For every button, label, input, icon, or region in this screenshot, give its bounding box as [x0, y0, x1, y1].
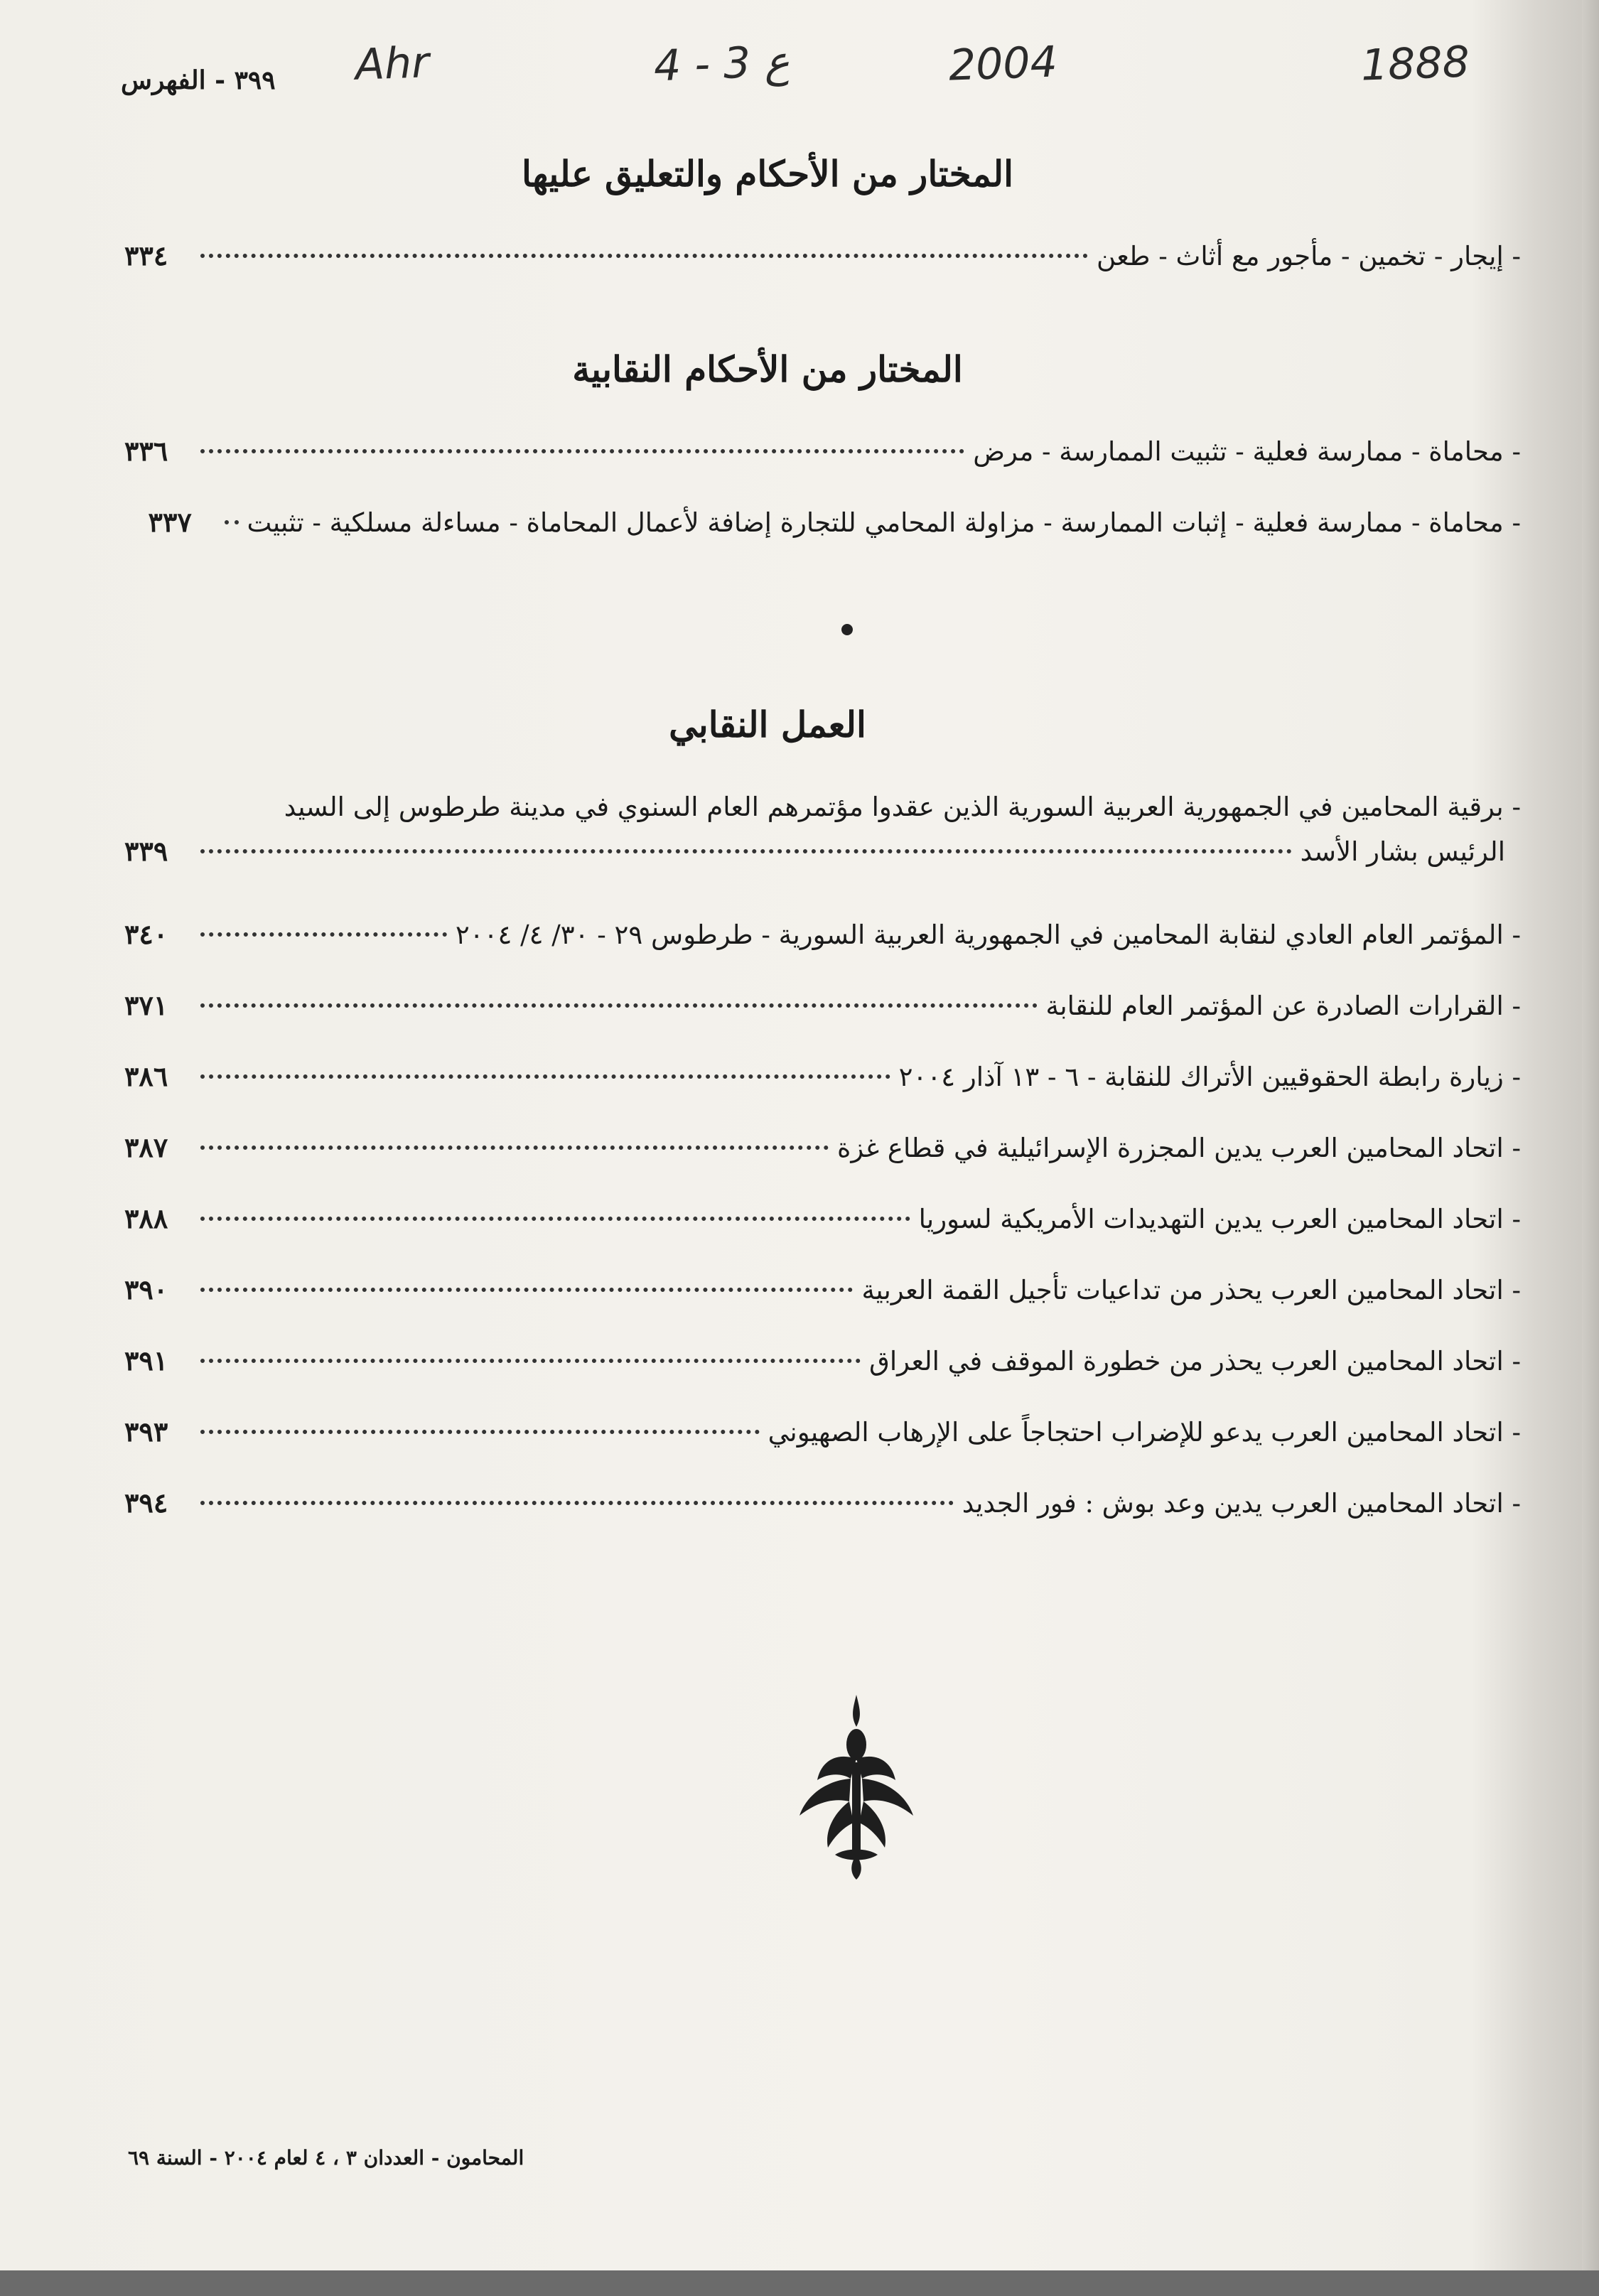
toc-entry-page: ٣٣٤: [124, 239, 168, 271]
toc-entry-page: ٣٣٧: [148, 506, 192, 538]
scanner-bottom-band: [0, 2270, 1599, 2296]
dot-leader: [225, 520, 239, 524]
dot-leader: [200, 849, 1292, 853]
dot-leader: [200, 1359, 861, 1363]
toc-entry-text: - اتحاد المحامين العرب يدين المجزرة الإسرائيلية في قطاع غزة: [837, 1133, 1521, 1163]
dot-leader: [200, 1217, 910, 1221]
handwritten-year: 2004: [947, 37, 1058, 91]
dot-leader: [200, 254, 1088, 258]
dot-leader: [200, 1146, 829, 1150]
toc-entry-text: - القرارات الصادرة عن المؤتمر العام للنقابة: [1045, 991, 1521, 1021]
toc-entry-page: ٣٧١: [124, 989, 168, 1021]
toc-entry-text: - اتحاد المحامين العرب يدين وعد بوش : فور الجديد: [962, 1488, 1521, 1519]
toc-entry[interactable]: [124, 1265, 1521, 1315]
toc-entry[interactable]: [124, 785, 1521, 874]
section-title: المختار من الأحكام والتعليق عليها: [522, 153, 1013, 195]
toc-entry-text: - إيجار - تخمين - مأجور مع أثاث - طعن: [1097, 241, 1521, 271]
toc-entry[interactable]: [124, 231, 1521, 281]
toc-entry-text: - محاماة - ممارسة فعلية - تثبيت الممارسة - مرض: [973, 436, 1521, 467]
toc-entry-text: - محاماة - ممارسة فعلية - إثبات الممارسة - مزاولة المحامي للتجارة إضافة لأعمال المحاماة - مساءلة مسلكية - تثبيت: [247, 507, 1521, 538]
toc-entry[interactable]: [124, 981, 1521, 1031]
toc-entry-page: ٣٨٧: [124, 1131, 168, 1163]
toc-entry[interactable]: [124, 1407, 1521, 1457]
page-edge-shadow: [1582, 0, 1599, 2270]
toc-entry-page: ٣٤٠: [124, 918, 168, 950]
floral-ornament-icon: [785, 1695, 927, 1880]
toc-entry-page: ٣٨٦: [124, 1060, 168, 1092]
toc-entry-page: ٣٨٨: [124, 1202, 168, 1234]
dot-leader: [200, 1430, 760, 1434]
toc-entry-text: - المؤتمر العام العادي لنقابة المحامين في الجمهورية العربية السورية - طرطوس ٢٩ - ٣٠/ ٤/ ٢٠٠٤: [455, 920, 1521, 950]
toc-entry[interactable]: [124, 426, 1521, 477]
dot-leader: [200, 1288, 853, 1292]
section-separator-dot: [841, 624, 853, 635]
toc-entry-text: - اتحاد المحامين العرب يدين التهديدات الأمريكية لسوريا: [918, 1204, 1521, 1234]
toc-entry-page: ٣٣٦: [124, 435, 168, 467]
toc-entry-text: - اتحاد المحامين العرب يدعو للإضراب احتجاجاً على الإرهاب الصهيوني: [768, 1417, 1521, 1448]
handwritten-tag: Ahr: [354, 38, 430, 90]
toc-entry-text-continued: الرئيس بشار الأسد: [1300, 836, 1505, 867]
running-head: ٣٩٩ - الفهرس: [121, 65, 276, 95]
handwritten-code: ع 3 - 4: [652, 36, 791, 92]
toc-entry[interactable]: [124, 910, 1521, 960]
toc-entry[interactable]: [124, 1194, 1521, 1244]
section-title: العمل النقابي: [669, 704, 866, 745]
toc-entry[interactable]: [124, 1123, 1521, 1173]
page-footer: المحامون - العددان ٣ ، ٤ لعام ٢٠٠٤ - السنة ٦٩: [128, 2146, 524, 2170]
toc-entry-page: ٣٩٤: [124, 1487, 168, 1519]
toc-entry-text: - اتحاد المحامين العرب يحذر من تداعيات تأجيل القمة العربية: [861, 1275, 1521, 1305]
dot-leader: [200, 449, 964, 453]
toc-entry-page: ٣٩٠: [124, 1273, 168, 1305]
dot-leader: [200, 932, 447, 937]
dot-leader: [200, 1003, 1038, 1008]
handwritten-number: 1888: [1360, 37, 1470, 91]
toc-entry-text: - اتحاد المحامين العرب يحذر من خطورة الموقف في العراق: [869, 1346, 1521, 1376]
toc-entry[interactable]: [124, 497, 1521, 548]
toc-entry-page: ٣٩١: [124, 1344, 168, 1376]
toc-entry-page: ٣٩٣: [124, 1416, 168, 1448]
section-title: المختار من الأحكام النقابية: [572, 348, 963, 390]
toc-entry[interactable]: [124, 1336, 1521, 1386]
dot-leader: [200, 1501, 954, 1505]
toc-entry-text: - برقية المحامين في الجمهورية العربية السورية الذين عقدوا مؤتمرهم العام السنوي في مدينة طرطوس إلى السيد: [284, 792, 1521, 822]
toc-entry-page: ٣٣٩: [124, 835, 168, 867]
toc-entry[interactable]: [124, 1052, 1521, 1102]
toc-entry[interactable]: [124, 1478, 1521, 1529]
toc-entry-text: - زيارة رابطة الحقوقيين الأتراك للنقابة - ٦ - ١٣ آذار ٢٠٠٤: [898, 1062, 1521, 1092]
dot-leader: [200, 1074, 890, 1079]
